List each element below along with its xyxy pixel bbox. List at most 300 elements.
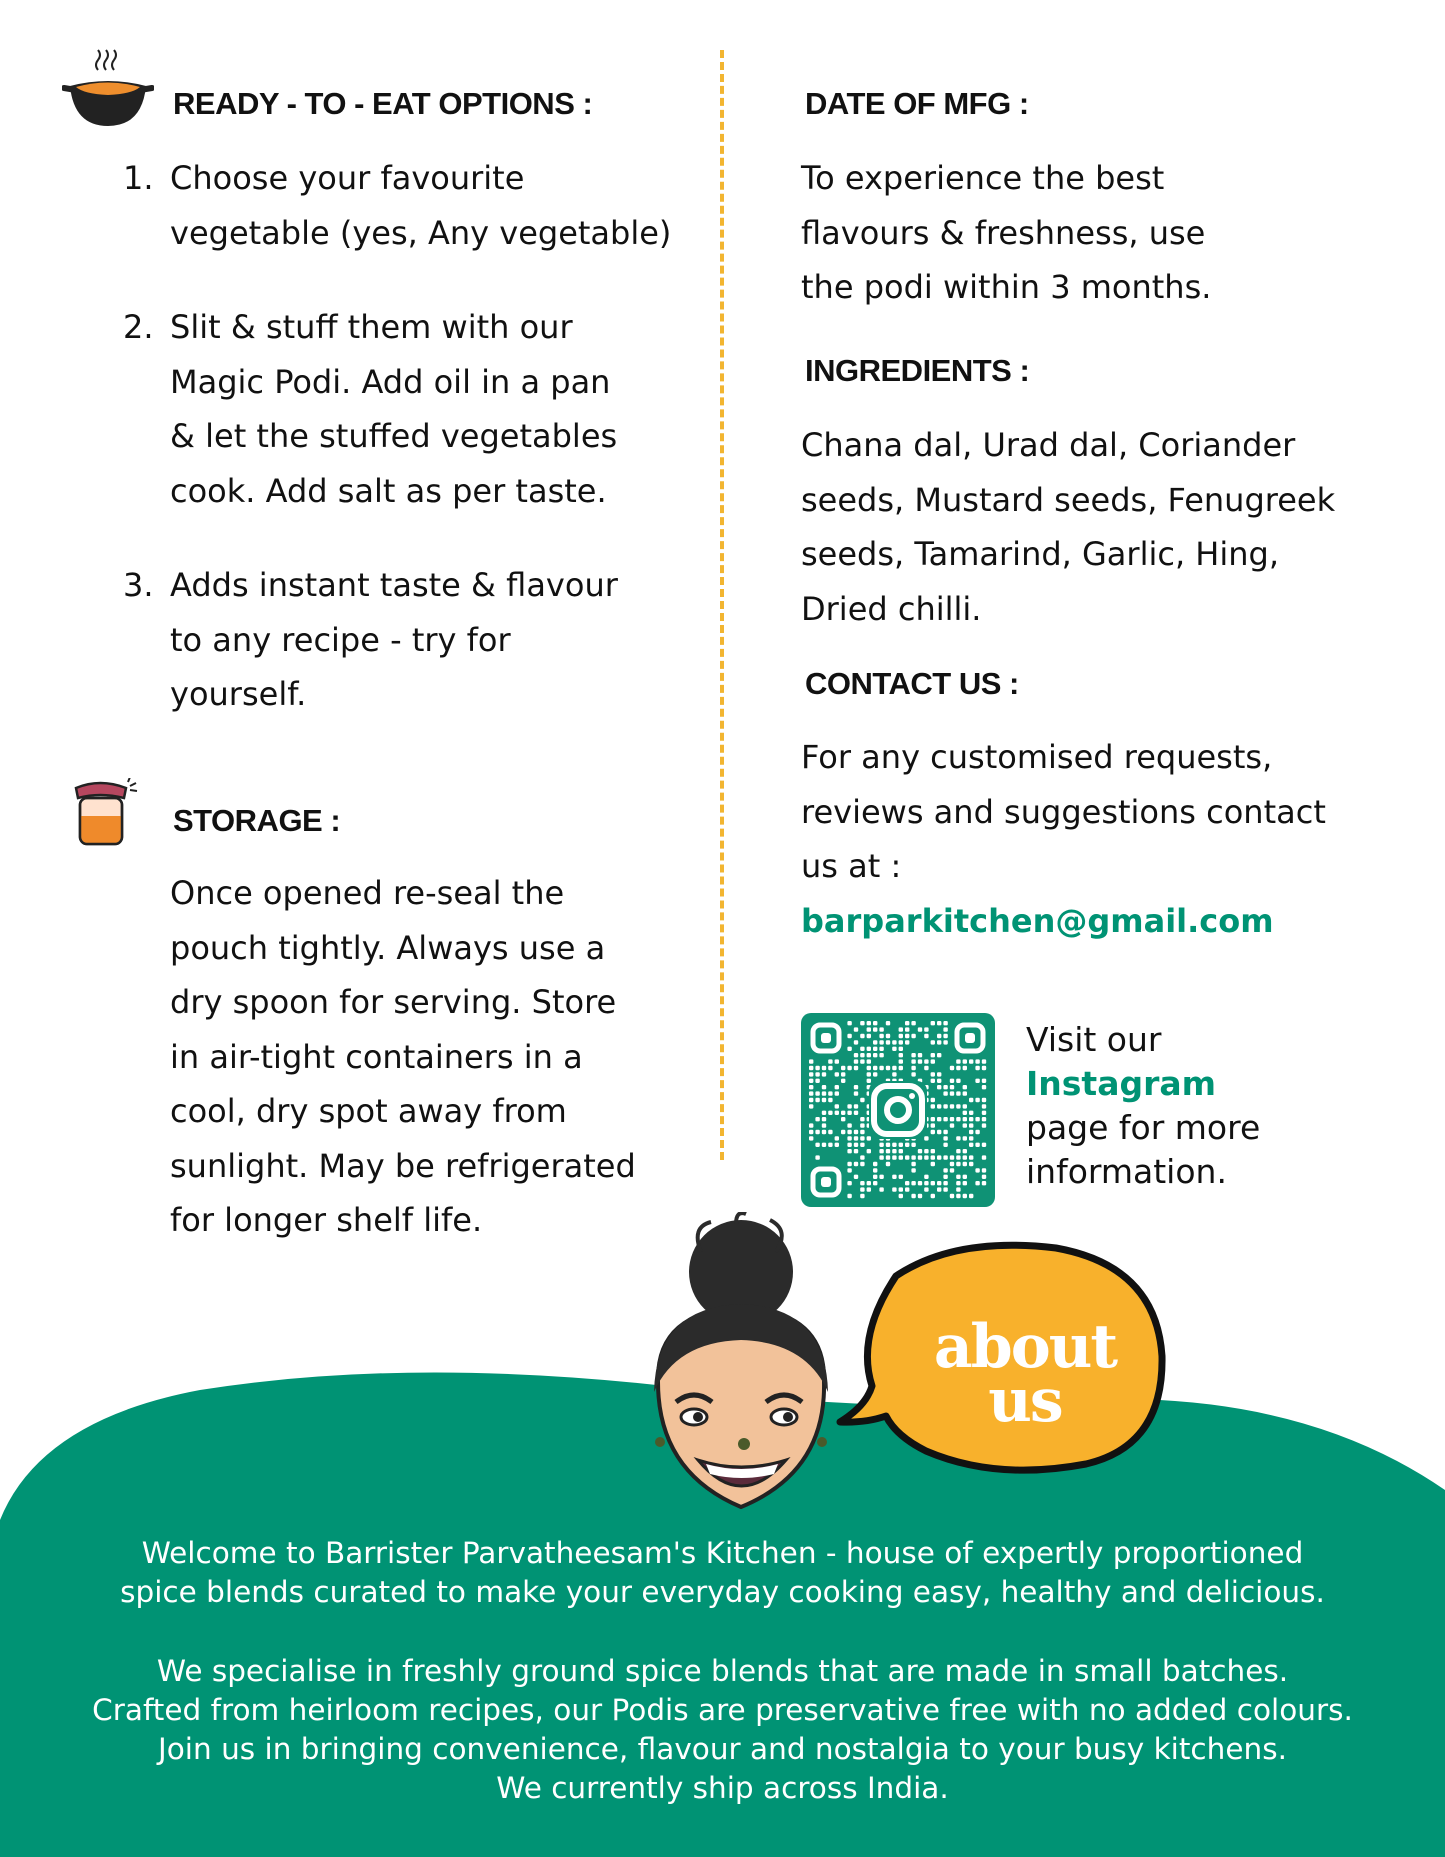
qr-module bbox=[892, 1143, 896, 1147]
qr-module bbox=[956, 1162, 960, 1166]
qr-module bbox=[873, 1162, 877, 1166]
qr-module bbox=[867, 1079, 871, 1083]
qr-module bbox=[937, 1053, 941, 1057]
qr-module bbox=[963, 1175, 967, 1179]
list-line: Choose your favourite bbox=[170, 159, 525, 197]
qr-module bbox=[867, 1066, 871, 1070]
qr-module bbox=[815, 1079, 819, 1083]
qr-module bbox=[950, 1104, 954, 1108]
qr-module bbox=[963, 1155, 967, 1159]
qr-module bbox=[835, 1059, 839, 1063]
storage-line: dry spoon for serving. Store bbox=[170, 983, 617, 1021]
qr-module bbox=[886, 1040, 890, 1044]
qr-module bbox=[943, 1021, 947, 1025]
mfg-line: the podi within 3 months. bbox=[801, 268, 1212, 306]
qr-module bbox=[931, 1040, 935, 1044]
qr-module bbox=[982, 1123, 986, 1127]
ingredients-text bbox=[801, 418, 1335, 636]
qr-module bbox=[937, 1117, 941, 1121]
qr-module bbox=[963, 1162, 967, 1166]
qr-module bbox=[963, 1059, 967, 1063]
qr-module bbox=[924, 1149, 928, 1153]
storage-line: pouch tightly. Always use a bbox=[170, 928, 606, 967]
qr-module bbox=[847, 1021, 851, 1025]
qr-module bbox=[899, 1143, 903, 1147]
qr-module bbox=[841, 1117, 845, 1121]
qr-module bbox=[822, 1091, 826, 1095]
qr-module bbox=[943, 1168, 947, 1172]
qr-module bbox=[835, 1136, 839, 1140]
qr-module bbox=[873, 1053, 877, 1057]
qr-module bbox=[943, 1175, 947, 1179]
qr-module bbox=[905, 1040, 909, 1044]
qr-module bbox=[950, 1168, 954, 1172]
qr-module bbox=[886, 1162, 890, 1166]
jar-icon bbox=[70, 778, 142, 846]
visit-line: page for more bbox=[1026, 1108, 1261, 1147]
contact-title: CONTACT US : bbox=[805, 666, 1019, 701]
storage-line: in air-tight containers in a bbox=[170, 1037, 583, 1076]
qr-module bbox=[847, 1143, 851, 1147]
qr-module bbox=[969, 1123, 973, 1127]
qr-module bbox=[886, 1155, 890, 1159]
qr-module bbox=[969, 1098, 973, 1102]
qr-module bbox=[905, 1021, 909, 1025]
qr-module bbox=[892, 1047, 896, 1051]
contact-email-link[interactable]: barparkitchen@gmail.com bbox=[801, 901, 1274, 940]
ready-title: READY - TO - EAT OPTIONS : bbox=[173, 86, 593, 121]
qr-module bbox=[905, 1155, 909, 1159]
qr-module bbox=[924, 1155, 928, 1159]
qr-module bbox=[982, 1059, 986, 1063]
qr-module bbox=[815, 1130, 819, 1134]
qr-module bbox=[918, 1181, 922, 1185]
qr-module bbox=[854, 1143, 858, 1147]
qr-module bbox=[918, 1155, 922, 1159]
qr-module bbox=[828, 1143, 832, 1147]
qr-module bbox=[899, 1034, 903, 1038]
qr-module bbox=[937, 1155, 941, 1159]
mfg-line: flavours & freshness, use bbox=[801, 213, 1206, 252]
qr-module bbox=[937, 1181, 941, 1185]
qr-module bbox=[854, 1040, 858, 1044]
qr-module bbox=[950, 1091, 954, 1095]
qr-module bbox=[899, 1187, 903, 1191]
qr-module bbox=[835, 1072, 839, 1076]
qr-module bbox=[975, 1130, 979, 1134]
list-line: & let the stuffed vegetables bbox=[170, 417, 618, 455]
qr-module bbox=[950, 1066, 954, 1070]
qr-module bbox=[841, 1066, 845, 1070]
qr-module bbox=[879, 1040, 883, 1044]
qr-module bbox=[879, 1053, 883, 1057]
qr-module bbox=[899, 1194, 903, 1198]
qr-module bbox=[809, 1123, 813, 1127]
qr-module bbox=[924, 1181, 928, 1185]
qr-module bbox=[847, 1047, 851, 1051]
qr-module bbox=[905, 1143, 909, 1147]
qr-module bbox=[905, 1027, 909, 1031]
qr-module bbox=[860, 1021, 864, 1025]
qr-module bbox=[854, 1091, 858, 1095]
qr-module bbox=[911, 1194, 915, 1198]
qr-module bbox=[822, 1143, 826, 1147]
instagram-note bbox=[1026, 1018, 1260, 1194]
qr-module bbox=[943, 1187, 947, 1191]
about-line: spice blends curated to make your everyday cooking easy, healthy and delicious. bbox=[120, 1575, 1325, 1609]
qr-module bbox=[969, 1194, 973, 1198]
storage-line: cool, dry spot away from bbox=[170, 1092, 567, 1130]
qr-module bbox=[809, 1130, 813, 1134]
qr-module bbox=[892, 1175, 896, 1179]
qr-module bbox=[969, 1117, 973, 1121]
qr-module bbox=[937, 1079, 941, 1083]
qr-module bbox=[956, 1194, 960, 1198]
qr-module bbox=[911, 1155, 915, 1159]
qr-module bbox=[937, 1072, 941, 1076]
list-item bbox=[123, 558, 671, 722]
qr-module bbox=[867, 1021, 871, 1025]
qr-module bbox=[969, 1155, 973, 1159]
qr-module bbox=[879, 1143, 883, 1147]
qr-module bbox=[873, 1047, 877, 1051]
ingredients-line: Chana dal, Urad dal, Coriander bbox=[801, 426, 1296, 464]
qr-module bbox=[879, 1187, 883, 1191]
qr-module bbox=[809, 1136, 813, 1140]
qr-module bbox=[809, 1091, 813, 1095]
list-line: cook. Add salt as per taste. bbox=[170, 471, 607, 510]
qr-module bbox=[809, 1059, 813, 1063]
qr-module bbox=[931, 1053, 935, 1057]
qr-module bbox=[956, 1059, 960, 1063]
qr-module bbox=[867, 1187, 871, 1191]
ingredients-title: INGREDIENTS : bbox=[805, 353, 1030, 388]
qr-module bbox=[860, 1053, 864, 1057]
qr-module bbox=[975, 1066, 979, 1070]
qr-module bbox=[982, 1143, 986, 1147]
qr-module bbox=[822, 1111, 826, 1115]
instagram-link[interactable]: Instagram bbox=[1026, 1064, 1217, 1103]
qr-module bbox=[867, 1047, 871, 1051]
qr-module bbox=[873, 1066, 877, 1070]
qr-module bbox=[892, 1072, 896, 1076]
qr-module bbox=[924, 1175, 928, 1179]
qr-module bbox=[956, 1066, 960, 1070]
qr-module bbox=[931, 1155, 935, 1159]
qr-module bbox=[931, 1149, 935, 1153]
qr-module bbox=[924, 1034, 928, 1038]
qr-module bbox=[809, 1085, 813, 1089]
qr-module bbox=[854, 1059, 858, 1063]
qr-module bbox=[943, 1181, 947, 1185]
qr-module bbox=[886, 1143, 890, 1147]
qr-module bbox=[931, 1123, 935, 1127]
qr-module bbox=[950, 1085, 954, 1089]
qr-module bbox=[828, 1130, 832, 1134]
qr-module bbox=[860, 1187, 864, 1191]
qr-module bbox=[982, 1085, 986, 1089]
qr-module bbox=[931, 1021, 935, 1025]
qr-module bbox=[911, 1059, 915, 1063]
qr-module bbox=[873, 1027, 877, 1031]
qr-module bbox=[828, 1066, 832, 1070]
qr-module bbox=[854, 1149, 858, 1153]
qr-module bbox=[854, 1066, 858, 1070]
founder-avatar bbox=[636, 1212, 846, 1512]
qr-module bbox=[822, 1072, 826, 1076]
qr-module bbox=[982, 1066, 986, 1070]
qr-module bbox=[847, 1111, 851, 1115]
kadai-icon bbox=[62, 48, 154, 133]
qr-module bbox=[847, 1168, 851, 1172]
qr-module bbox=[911, 1181, 915, 1185]
qr-module bbox=[815, 1155, 819, 1159]
qr-module bbox=[847, 1162, 851, 1166]
qr-module bbox=[943, 1085, 947, 1089]
qr-module bbox=[854, 1111, 858, 1115]
qr-module bbox=[879, 1175, 883, 1179]
qr-module bbox=[950, 1155, 954, 1159]
qr-module bbox=[899, 1059, 903, 1063]
instagram-qr-icon[interactable] bbox=[801, 1013, 995, 1207]
qr-module bbox=[867, 1072, 871, 1076]
qr-module bbox=[924, 1027, 928, 1031]
qr-module bbox=[860, 1098, 864, 1102]
qr-module bbox=[847, 1123, 851, 1127]
qr-module bbox=[963, 1194, 967, 1198]
qr-module bbox=[956, 1155, 960, 1159]
qr-module bbox=[943, 1155, 947, 1159]
qr-module bbox=[860, 1194, 864, 1198]
qr-module bbox=[969, 1111, 973, 1115]
qr-module bbox=[860, 1136, 864, 1140]
qr-module bbox=[879, 1034, 883, 1038]
qr-module bbox=[822, 1123, 826, 1127]
qr-module bbox=[854, 1130, 858, 1134]
qr-module bbox=[982, 1175, 986, 1179]
qr-module bbox=[854, 1104, 858, 1108]
qr-module bbox=[956, 1149, 960, 1153]
qr-module bbox=[982, 1117, 986, 1121]
qr-module bbox=[835, 1143, 839, 1147]
qr-module bbox=[835, 1111, 839, 1115]
qr-module bbox=[943, 1130, 947, 1134]
qr-module bbox=[969, 1059, 973, 1063]
contact-line: For any customised requests, bbox=[801, 738, 1273, 776]
qr-module bbox=[854, 1162, 858, 1166]
qr-module bbox=[963, 1181, 967, 1185]
qr-module bbox=[815, 1066, 819, 1070]
qr-module bbox=[815, 1098, 819, 1102]
qr-module bbox=[956, 1104, 960, 1108]
qr-module bbox=[963, 1104, 967, 1108]
qr-module bbox=[905, 1034, 909, 1038]
qr-module bbox=[828, 1098, 832, 1102]
storage-line: Once opened re-seal the bbox=[170, 874, 565, 912]
qr-module bbox=[969, 1136, 973, 1140]
qr-module bbox=[969, 1143, 973, 1147]
qr-module bbox=[950, 1194, 954, 1198]
qr-module bbox=[860, 1181, 864, 1185]
qr-module bbox=[956, 1187, 960, 1191]
qr-module bbox=[899, 1053, 903, 1057]
about-line: We specialise in freshly ground spice blends that are made in small batches. bbox=[156, 1654, 1289, 1688]
qr-module bbox=[886, 1066, 890, 1070]
qr-module bbox=[899, 1149, 903, 1153]
qr-module bbox=[937, 1187, 941, 1191]
qr-module bbox=[873, 1021, 877, 1025]
qr-module bbox=[873, 1175, 877, 1179]
qr-module bbox=[835, 1091, 839, 1095]
mfg-text bbox=[801, 151, 1211, 315]
qr-module bbox=[956, 1181, 960, 1185]
qr-module bbox=[943, 1091, 947, 1095]
qr-module bbox=[873, 1168, 877, 1172]
qr-module bbox=[931, 1194, 935, 1198]
about-paragraph-1 bbox=[0, 1534, 1445, 1612]
about-line: Crafted from heirloom recipes, our Podis are preservative free with no added colours. bbox=[92, 1693, 1353, 1727]
qr-module bbox=[854, 1085, 858, 1089]
qr-module bbox=[809, 1079, 813, 1083]
qr-module bbox=[847, 1130, 851, 1134]
qr-module bbox=[841, 1072, 845, 1076]
qr-module bbox=[899, 1066, 903, 1070]
qr-module bbox=[937, 1034, 941, 1038]
qr-module bbox=[841, 1130, 845, 1134]
qr-module bbox=[982, 1181, 986, 1185]
qr-module bbox=[860, 1059, 864, 1063]
qr-module bbox=[924, 1136, 928, 1140]
qr-module bbox=[937, 1130, 941, 1134]
qr-module bbox=[815, 1143, 819, 1147]
qr-module bbox=[835, 1085, 839, 1089]
qr-module bbox=[809, 1098, 813, 1102]
qr-module bbox=[867, 1034, 871, 1038]
qr-module bbox=[860, 1162, 864, 1166]
about-line: We currently ship across India. bbox=[496, 1771, 949, 1805]
qr-module bbox=[963, 1149, 967, 1153]
qr-module bbox=[950, 1117, 954, 1121]
qr-module bbox=[937, 1040, 941, 1044]
us-word: us bbox=[988, 1366, 1062, 1436]
qr-module bbox=[822, 1066, 826, 1070]
qr-module bbox=[809, 1072, 813, 1076]
list-number: 3. bbox=[123, 566, 154, 604]
qr-module bbox=[835, 1104, 839, 1108]
qr-module bbox=[867, 1059, 871, 1063]
qr-module bbox=[918, 1053, 922, 1057]
qr-module bbox=[931, 1130, 935, 1134]
qr-module bbox=[956, 1117, 960, 1121]
storage-line: sunlight. May be refrigerated bbox=[170, 1146, 636, 1185]
qr-module bbox=[963, 1066, 967, 1070]
qr-module bbox=[867, 1149, 871, 1153]
contact-line: reviews and suggestions contact bbox=[801, 792, 1326, 831]
qr-module bbox=[969, 1130, 973, 1134]
qr-module bbox=[911, 1143, 915, 1147]
list-line: Magic Podi. Add oil in a pan bbox=[170, 362, 611, 401]
qr-module bbox=[841, 1079, 845, 1083]
qr-module bbox=[956, 1079, 960, 1083]
list-line: vegetable (yes, Any vegetable) bbox=[170, 213, 672, 252]
qr-module bbox=[873, 1072, 877, 1076]
about-us-title bbox=[930, 1312, 1120, 1436]
ingredients-line: seeds, Mustard seeds, Fenugreek bbox=[801, 480, 1336, 519]
qr-module bbox=[943, 1117, 947, 1121]
qr-module bbox=[847, 1149, 851, 1153]
qr-module bbox=[982, 1098, 986, 1102]
ingredients-line: Dried chilli. bbox=[801, 589, 982, 628]
qr-module bbox=[943, 1104, 947, 1108]
about-paragraph-2 bbox=[0, 1652, 1445, 1808]
list-line: Adds instant taste & flavour bbox=[170, 566, 618, 604]
mfg-title: DATE OF MFG : bbox=[805, 86, 1029, 121]
qr-module bbox=[828, 1111, 832, 1115]
qr-module bbox=[815, 1091, 819, 1095]
qr-module bbox=[860, 1117, 864, 1121]
qr-module bbox=[815, 1072, 819, 1076]
list-line: Slit & stuff them with our bbox=[170, 308, 573, 346]
qr-module bbox=[879, 1047, 883, 1051]
qr-module bbox=[854, 1175, 858, 1179]
qr-module bbox=[860, 1047, 864, 1051]
qr-module bbox=[963, 1085, 967, 1089]
qr-module bbox=[879, 1066, 883, 1070]
qr-module bbox=[879, 1027, 883, 1031]
qr-module bbox=[905, 1181, 909, 1185]
qr-module bbox=[931, 1117, 935, 1121]
list-item bbox=[123, 300, 671, 518]
qr-module bbox=[943, 1027, 947, 1031]
qr-module bbox=[867, 1181, 871, 1185]
qr-module bbox=[886, 1149, 890, 1153]
qr-module bbox=[956, 1175, 960, 1179]
about-word: about bbox=[933, 1312, 1117, 1382]
visit-line: information. bbox=[1026, 1152, 1227, 1191]
qr-module bbox=[847, 1194, 851, 1198]
list-item bbox=[123, 151, 672, 260]
qr-module bbox=[828, 1059, 832, 1063]
list-line: yourself. bbox=[170, 675, 307, 713]
qr-module bbox=[950, 1079, 954, 1083]
qr-module bbox=[860, 1155, 864, 1159]
qr-module bbox=[918, 1059, 922, 1063]
qr-module bbox=[937, 1085, 941, 1089]
qr-module bbox=[975, 1098, 979, 1102]
qr-module bbox=[943, 1143, 947, 1147]
storage-text bbox=[170, 866, 636, 1248]
qr-module bbox=[854, 1027, 858, 1031]
qr-module bbox=[854, 1053, 858, 1057]
mfg-line: To experience the best bbox=[801, 159, 1165, 197]
qr-module bbox=[924, 1059, 928, 1063]
qr-module bbox=[892, 1155, 896, 1159]
list-line: to any recipe - try for bbox=[170, 620, 511, 659]
qr-module bbox=[931, 1098, 935, 1102]
qr-module bbox=[924, 1066, 928, 1070]
qr-module bbox=[867, 1136, 871, 1140]
contact-text bbox=[801, 730, 1326, 948]
visit-line: Visit our bbox=[1026, 1020, 1162, 1059]
qr-module bbox=[931, 1059, 935, 1063]
qr-module bbox=[886, 1034, 890, 1038]
qr-module bbox=[911, 1168, 915, 1172]
qr-module bbox=[867, 1053, 871, 1057]
qr-module bbox=[975, 1143, 979, 1147]
qr-module bbox=[918, 1027, 922, 1031]
qr-module bbox=[943, 1136, 947, 1140]
qr-module bbox=[931, 1181, 935, 1185]
